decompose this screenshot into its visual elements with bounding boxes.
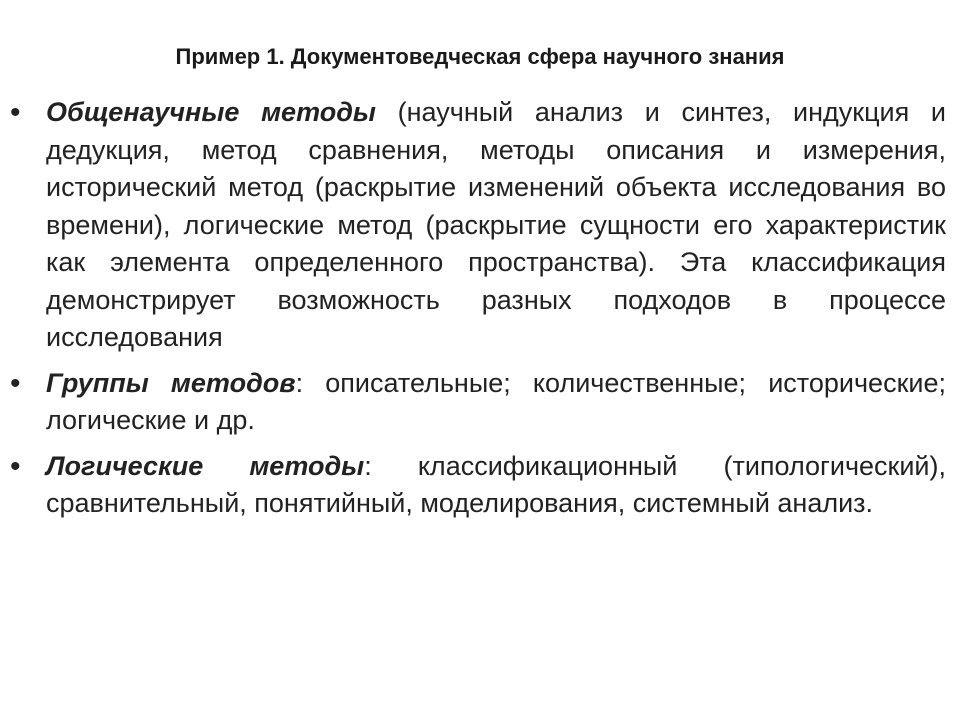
bullet-item-logical-methods: [0, 448, 960, 523]
bullet-term: Логические методы: [46, 450, 365, 481]
bullet-separator: :: [364, 450, 372, 481]
bullet-term: Группы методов: [46, 367, 296, 398]
bullet-dot-icon: •: [10, 96, 21, 129]
bullet-item-general-methods: [0, 94, 960, 357]
bullet-item-method-groups: [0, 365, 960, 440]
bullet-term: Общенаучные методы: [46, 97, 376, 127]
bullet-text: [46, 94, 946, 357]
bullet-body: (научный анализ и синтез, индукция и дедукция, метод сравнения, методы описания и измерения, исторический метод (раскрытие изменений объекта исследования во времени), логические метод (раскрытие сущности его характеристик как элемента определенного пространства). Эта классификация демонстрирует возможность разных подходов в процессе исследования: [46, 97, 947, 352]
bullet-dot-icon: •: [10, 366, 21, 400]
bullet-dot-icon: •: [10, 449, 21, 483]
bullet-body: классификационный (типологический), сравнительный, понятийный, моделирования, системный анализ.: [46, 450, 947, 518]
bullet-separator: :: [295, 367, 304, 398]
bullet-text: [46, 365, 946, 440]
bullet-text: [46, 448, 946, 523]
bullet-body: описательные; количественные; исторические; логические и др.: [46, 367, 946, 435]
slide-title: Пример 1. Документоведческая сфера научного знания: [175, 44, 785, 69]
bullet-list: [0, 94, 960, 531]
